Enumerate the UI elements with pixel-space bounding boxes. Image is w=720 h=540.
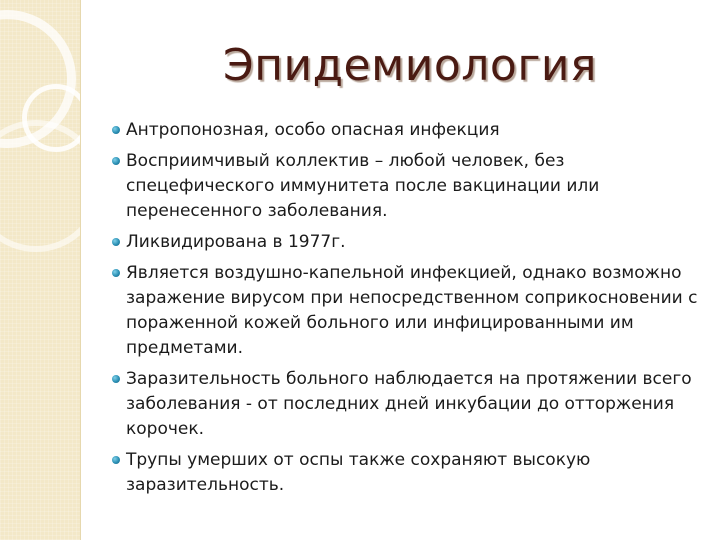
bullet-dot-icon bbox=[112, 456, 120, 464]
bullet-item bbox=[112, 261, 702, 361]
bullet-text: Является воздушно-капельной инфекцией, однако возможно заражение вирусом при непосредственном соприкосновении с пораженной кожей больного или инфицированными им предметами. bbox=[126, 263, 698, 358]
bullet-text: Трупы умерших от оспы также сохраняют высокую заразительность. bbox=[126, 450, 591, 495]
band-divider bbox=[80, 0, 81, 540]
bullet-dot-icon bbox=[112, 269, 120, 277]
bullet-text: Антропонозная, особо опасная инфекция bbox=[126, 120, 500, 140]
bullet-text: Заразительность больного наблюдается на протяжении всего заболевания - от последних дней инкубации до отторжения корочек. bbox=[126, 369, 692, 439]
bullet-item bbox=[112, 230, 702, 255]
bullet-dot-icon bbox=[112, 126, 120, 134]
decorative-side-band bbox=[0, 0, 80, 540]
bullet-dot-icon bbox=[112, 238, 120, 246]
bullet-list bbox=[112, 118, 702, 504]
bullet-item bbox=[112, 149, 702, 224]
bullet-dot-icon bbox=[112, 157, 120, 165]
slide-title: Эпидемиология bbox=[222, 40, 597, 91]
bullet-item bbox=[112, 448, 702, 498]
bullet-item bbox=[112, 367, 702, 442]
decorative-ring bbox=[0, 120, 80, 252]
bullet-dot-icon bbox=[112, 375, 120, 383]
bullet-text: Восприимчивый коллектив – любой человек, без спецефического иммунитета после вакцинации или перенесенного заболевания. bbox=[126, 151, 600, 221]
bullet-text: Ликвидирована в 1977г. bbox=[126, 232, 346, 252]
bullet-item bbox=[112, 118, 702, 143]
